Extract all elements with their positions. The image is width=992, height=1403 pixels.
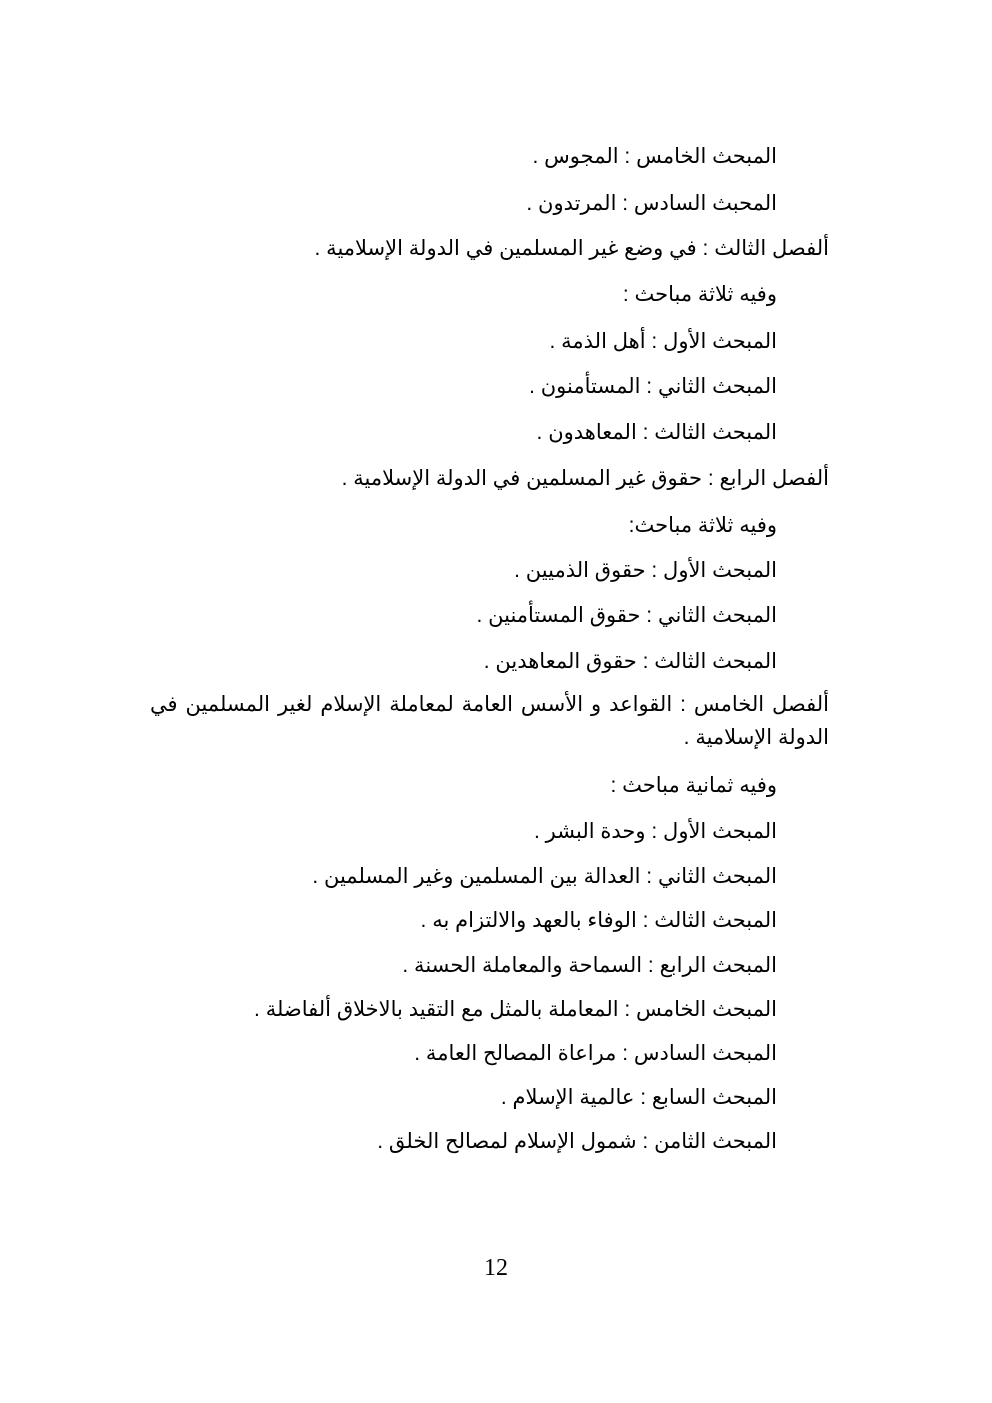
toc-line-ch4-section-2: المبحث الثاني : حقوق المستأمنين . bbox=[476, 604, 777, 627]
toc-line-ch5-section-5: المبحث الخامس : المعاملة بالمثل مع التقيد بالاخلاق ألفاضلة . bbox=[254, 998, 777, 1021]
toc-line-ch5-section-8: المبحث الثامن : شمول الإسلام لمصالح الخلق . bbox=[377, 1130, 777, 1153]
toc-line-ch4-section-1: المبحث الأول : حقوق الذميين . bbox=[514, 559, 777, 582]
toc-line-ch5-section-3: المبحث الثالث : الوفاء بالعهد والالتزام به . bbox=[420, 909, 777, 932]
toc-line-ch4-section-3: المبحث الثالث : حقوق المعاهدين . bbox=[483, 650, 777, 673]
toc-line-ch5-section-2: المبحث الثاني : العدالة بين المسلمين وغير المسلمين . bbox=[312, 865, 777, 888]
toc-line-three-sections-1: وفيه ثلاثة مباحث : bbox=[622, 283, 777, 306]
toc-line-section-6-apostates: المحبث السادس : المرتدون . bbox=[526, 192, 777, 215]
page-number: 12 bbox=[484, 1255, 508, 1281]
toc-line-chapter-5: ألفصل الخامس : القواعد و الأسس العامة لمعاملة الإسلام لغير المسلمين في الدولة الإسلامية . bbox=[150, 693, 829, 749]
toc-line-ch5-section-4: المبحث الرابع : السماحة والمعاملة الحسنة . bbox=[402, 954, 777, 977]
toc-line-ch3-section-2: المبحث الثاني : المستأمنون . bbox=[529, 375, 777, 398]
toc-line-chapter-3: ألفصل الثالث : في وضع غير المسلمين في الدولة الإسلامية . bbox=[314, 237, 829, 260]
toc-line-ch3-section-1: المبحث الأول : أهل الذمة . bbox=[549, 330, 777, 353]
toc-line-ch5-section-1: المبحث الأول : وحدة البشر . bbox=[534, 820, 777, 843]
toc-line-ch5-section-7: المبحث السابع : عالمية الإسلام . bbox=[500, 1086, 777, 1109]
toc-line-ch5-section-6: المبحث السادس : مراعاة المصالح العامة . bbox=[414, 1042, 777, 1065]
toc-line-eight-sections: وفيه ثمانية مباحث : bbox=[610, 774, 777, 797]
toc-line-chapter-4: ألفصل الرابع : حقوق غير المسلمين في الدولة الإسلامية . bbox=[341, 467, 829, 490]
toc-line-three-sections-2: وفيه ثلاثة مباحث: bbox=[628, 514, 777, 537]
toc-line-ch3-section-3: المبحث الثالث : المعاهدون . bbox=[536, 421, 777, 444]
toc-line-section-5-magians: المبحث الخامس : المجوس . bbox=[532, 145, 777, 168]
